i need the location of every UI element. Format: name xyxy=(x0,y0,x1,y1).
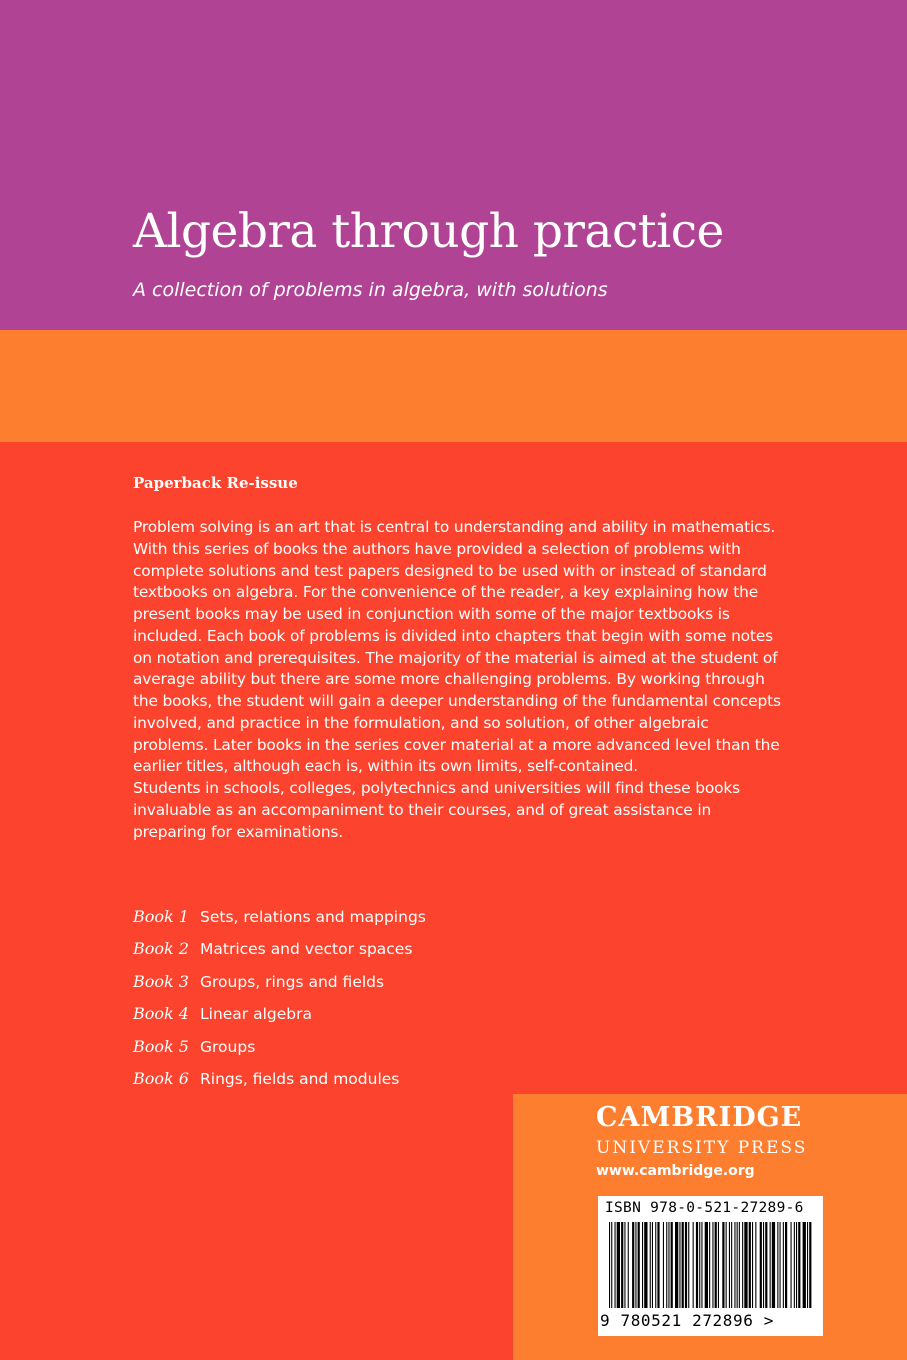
barcode-bar xyxy=(791,1222,792,1308)
barcode-bar xyxy=(642,1222,643,1308)
barcode-bar xyxy=(809,1222,811,1308)
barcode-bar xyxy=(749,1222,751,1308)
barcode-bar xyxy=(693,1222,694,1308)
barcode-bar xyxy=(650,1222,651,1308)
barcode-bar xyxy=(731,1222,732,1308)
description-paragraph: Problem solving is an art that is central to understanding and ability in mathematics. With this series of books the authors have provided a selection of problems with complete solutions and test papers designed to be used with or instead of standard textbooks on algebra. For the convenience of the reader, a key explaining how the present books may be used in conjunction with some of the major textbooks is included. Each book of problems is divided into chapters that begin with some notes on notation and prerequisites. The majority of the material is aimed at the student of average ability but there are some more challenging problems. By working through the books, the student will gain a deeper understanding of the fundamental concepts involved, and practice in the formulation, and so solution, of other algebraic problems. Later books in the series cover material at a more advanced level than the earlier titles, although each is, within its own limits, self-contained. xyxy=(133,518,781,776)
purple-title-band xyxy=(0,0,907,330)
orange-stripe xyxy=(0,330,907,442)
barcode-bar xyxy=(780,1222,781,1308)
barcode-bar xyxy=(803,1222,806,1308)
barcode-bar xyxy=(671,1222,673,1308)
barcode-bar xyxy=(701,1222,702,1308)
barcode-bars xyxy=(605,1222,816,1310)
barcode-bar xyxy=(715,1222,717,1308)
book-number: Book 1 xyxy=(133,907,189,926)
barcode-bar xyxy=(794,1222,795,1308)
barcode-bar xyxy=(635,1222,636,1308)
reissue-heading: Paperback Re-issue xyxy=(133,474,298,492)
list-item xyxy=(133,970,426,1002)
barcode-bar xyxy=(652,1222,653,1308)
isbn-barcode xyxy=(598,1196,823,1336)
barcode-bar xyxy=(705,1222,708,1308)
description-paragraph: Students in schools, colleges, polytechnics and universities will find these books invaluable as an accompaniment to their courses, and of great assistance in preparing for examinations. xyxy=(133,779,741,841)
barcode-bar xyxy=(668,1222,669,1308)
publisher-panel xyxy=(513,1094,907,1360)
book-title-entry: Groups, rings and fields xyxy=(200,972,385,991)
barcode-bar xyxy=(688,1222,689,1308)
barcode-bar xyxy=(699,1222,700,1308)
list-item xyxy=(133,1035,426,1067)
book-number: Book 4 xyxy=(133,1004,189,1024)
barcode-bar xyxy=(675,1222,678,1308)
list-item xyxy=(133,937,426,969)
barcode-bar xyxy=(655,1222,656,1308)
barcode-bar xyxy=(739,1222,740,1308)
barcode-bar xyxy=(760,1222,762,1308)
barcode-bar xyxy=(682,1222,684,1308)
barcode-bar xyxy=(609,1222,610,1308)
barcode-bar xyxy=(679,1222,680,1308)
book-title-entry: Matrices and vector spaces xyxy=(200,940,413,959)
barcode-bar xyxy=(644,1222,647,1308)
barcode-bar xyxy=(755,1222,756,1308)
book-number: Book 5 xyxy=(133,1036,189,1056)
barcode-bar xyxy=(696,1222,698,1308)
barcode-bar xyxy=(742,1222,743,1308)
barcode-bar xyxy=(624,1222,625,1308)
barcode-bar xyxy=(632,1222,634,1308)
barcode-digits: 9 780521 272896 > xyxy=(600,1311,774,1330)
publisher-subname: UNIVERSITY PRESS xyxy=(596,1138,808,1158)
barcode-bar xyxy=(763,1222,764,1308)
barcode-bar xyxy=(798,1222,800,1308)
barcode-bar xyxy=(718,1222,719,1308)
barcode-bar xyxy=(765,1222,767,1308)
barcode-bar xyxy=(615,1222,616,1308)
barcode-bar xyxy=(734,1222,735,1308)
barcode-bar xyxy=(617,1222,620,1308)
list-item xyxy=(133,1067,426,1099)
barcode-bar xyxy=(807,1222,808,1308)
barcode-bar xyxy=(628,1222,629,1308)
book-title-entry: Rings, fields and modules xyxy=(200,1069,400,1088)
isbn-label: ISBN 978-0-521-27289-6 xyxy=(605,1200,804,1216)
barcode-bar xyxy=(638,1222,640,1308)
barcode-bar xyxy=(657,1222,659,1308)
barcode-bar xyxy=(770,1222,771,1308)
barcode-bar xyxy=(726,1222,727,1308)
book-title-entry: Groups xyxy=(200,1037,256,1056)
barcode-bar xyxy=(709,1222,710,1308)
barcode-bar xyxy=(785,1222,787,1308)
publisher-name: CAMBRIDGE xyxy=(596,1102,803,1133)
barcode-bar xyxy=(722,1222,724,1308)
book-number: Book 3 xyxy=(133,971,189,991)
barcode-bar xyxy=(611,1222,612,1308)
barcode-bar xyxy=(744,1222,747,1308)
barcode-bar xyxy=(796,1222,797,1308)
book-title-entry: Sets, relations and mappings xyxy=(200,908,426,926)
barcode-bar xyxy=(772,1222,775,1308)
barcode-bar xyxy=(663,1222,664,1308)
barcode-bar xyxy=(737,1222,738,1308)
list-item xyxy=(133,905,426,937)
book-subtitle: A collection of problems in algebra, with solutions xyxy=(133,279,608,301)
barcode-bar xyxy=(783,1222,784,1308)
book-title-entry: Linear algebra xyxy=(200,1005,312,1024)
barcode-bar xyxy=(729,1222,730,1308)
barcode-bar xyxy=(752,1222,753,1308)
barcode-bar xyxy=(712,1222,713,1308)
publisher-url: www.cambridge.org xyxy=(596,1163,755,1179)
barcode-bar xyxy=(685,1222,687,1308)
barcode-bar xyxy=(777,1222,778,1308)
barcode-bar xyxy=(666,1222,667,1308)
book-description xyxy=(133,517,783,843)
book-number: Book 6 xyxy=(133,1068,189,1088)
barcode-bar xyxy=(621,1222,623,1308)
book-number: Book 2 xyxy=(133,939,189,959)
list-item xyxy=(133,1002,426,1034)
series-book-list xyxy=(133,905,426,1099)
book-title: Algebra through practice xyxy=(133,204,724,259)
